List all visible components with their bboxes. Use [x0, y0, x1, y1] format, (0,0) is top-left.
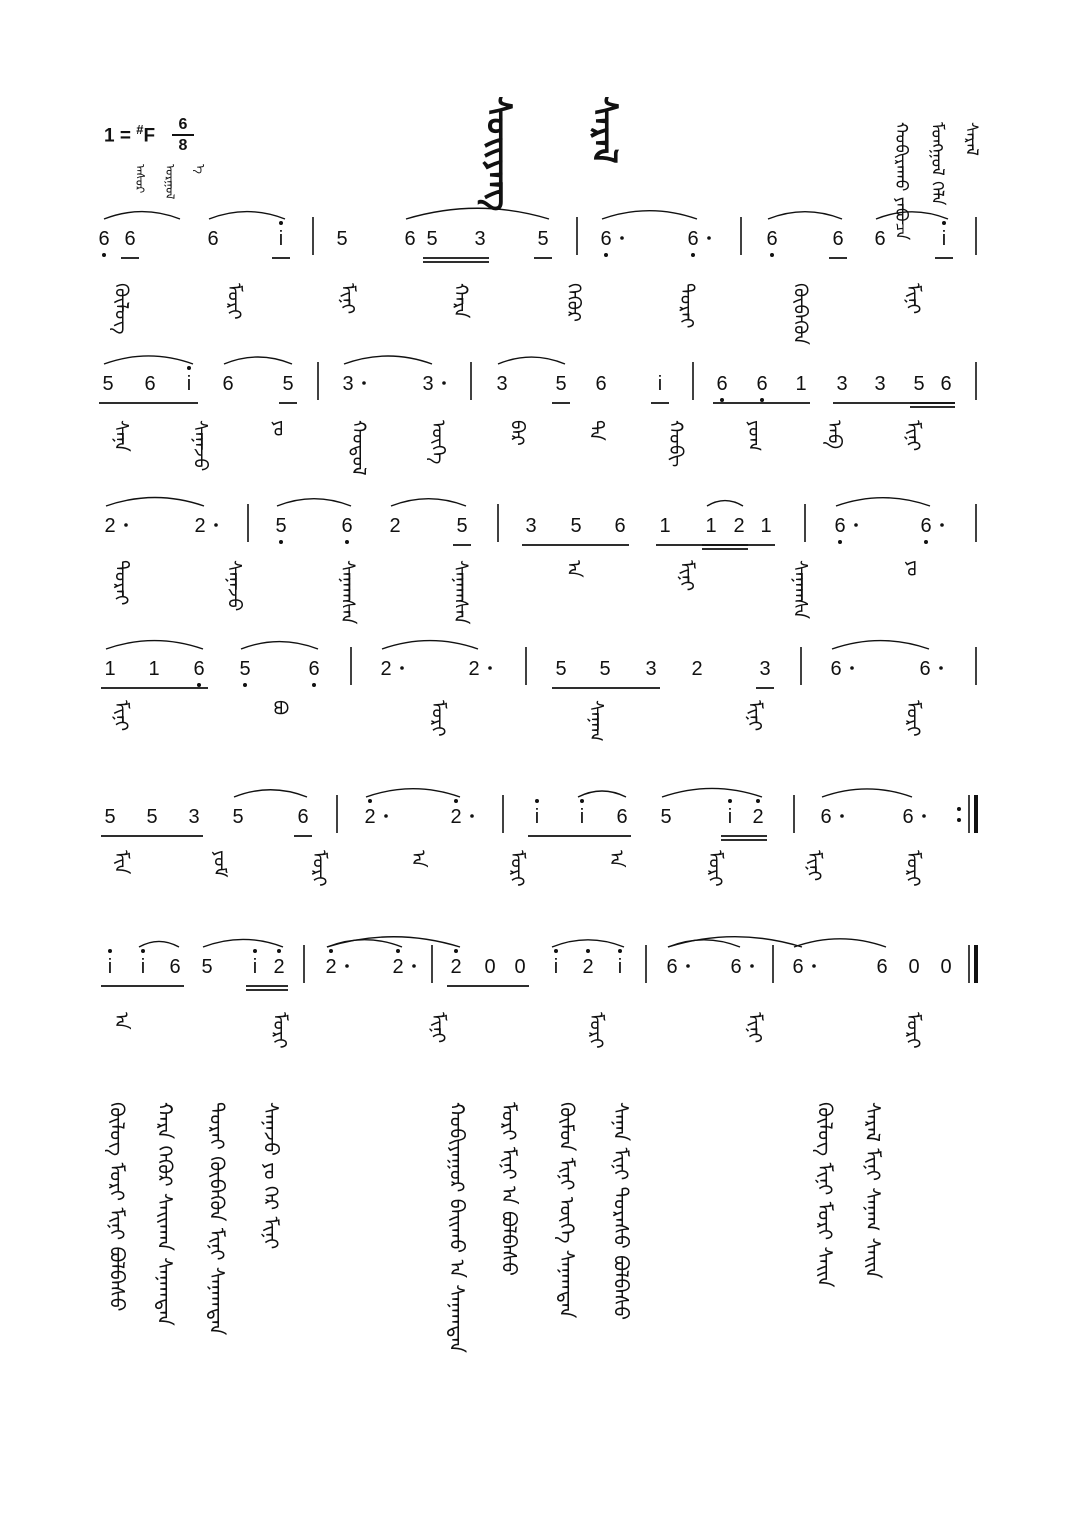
note: 6: [614, 515, 626, 537]
note: 1: [659, 515, 671, 537]
slur: [707, 501, 743, 506]
high-octave-dot: [187, 366, 191, 370]
augmentation-dot: [840, 814, 844, 818]
lyric-word: ᠪᠣ: [268, 700, 291, 716]
augmentation-dot: [412, 964, 416, 968]
note: 3: [525, 515, 537, 537]
verse-line: ᠬᠦᠯᠦᠭ ᠮᠢᠨᠢ ᠮᠣᠷᠢ ᠰᠠᠢᠨ: [813, 1102, 837, 1288]
verse-line: ᠬᠠᠷᠠ ᠬᠡᠭᠦᠷ ᠰᠠᠢᠬᠠᠨ ᠰᠠᠨᠠᠭᠳᠠᠨ: [153, 1102, 177, 1326]
lyric-word: ᠮᠣᠷᠢ: [426, 700, 449, 737]
slur: [578, 791, 626, 797]
note: 6: [876, 956, 888, 978]
augmentation-dot: [922, 814, 926, 818]
lyric-word: ᠰᠠᠨᠠᠭᠰᠠ: [788, 560, 811, 620]
lyric-word: ᠲᠤᠷᠠᠢ: [110, 560, 132, 606]
note: 5: [913, 373, 925, 395]
lyric-word: ᠰᠠᠨᠠᠭᠰᠠᠨ: [336, 560, 359, 625]
high-octave-dot: [253, 949, 257, 953]
note: 3: [496, 373, 508, 395]
note: 5: [599, 658, 611, 680]
note: 6: [341, 515, 353, 537]
note: 0: [514, 956, 526, 978]
augmentation-dot: [442, 381, 446, 385]
slur: [106, 641, 203, 649]
lyric-word: ᠮᠢᠨ: [110, 850, 132, 875]
verse-line: ᠲᠤᠷᠠᠢ ᠬᠦᠪᠡᠭᠦᠨ ᠮᠢᠨᠢ ᠰᠠᠨᠠᠭᠳᠠᠨ: [205, 1102, 229, 1336]
note: 6: [144, 373, 156, 395]
lyric-word: ᠰᠠᠨᠠᠵᠤ: [223, 560, 246, 612]
lyric-word: ᠲᠠ: [585, 420, 608, 441]
high-octave-dot: [586, 949, 590, 953]
lyric-word: ᠮᠢᠨᠢ: [426, 1012, 449, 1044]
note: 2: [389, 515, 401, 537]
note: 6: [98, 228, 110, 250]
note: 6: [920, 515, 932, 537]
note: 3: [188, 806, 200, 828]
augmentation-dot: [850, 666, 854, 670]
note: i: [252, 956, 258, 978]
verse-line: ᠰᠠᠨᠠᠨ ᠮᠢᠨᠢ ᠳᠤᠷᠠᠰᠤ ᠪᠣᠯᠪᠠᠰᠤ: [609, 1102, 633, 1321]
augmentation-dot: [854, 523, 858, 527]
lyric-word: ᠮᠣᠷᠢ: [902, 850, 924, 887]
note: i: [107, 956, 113, 978]
verse-line: ᠰᠠᠨᠠᠵᠤ ᠶᠤ ᠭᠡᠷ ᠮᠢᠨᠢ: [259, 1102, 283, 1250]
slur: [104, 356, 193, 364]
lyric-word: ᠮᠣᠷᠢ: [506, 850, 528, 887]
note: 6: [616, 806, 628, 828]
high-octave-dot: [141, 949, 145, 953]
credit-line: ᠬᠤᠪᠢᠷᠠᠬᠤ ᠶᠠᠪᠤᠴᠠ: [891, 122, 911, 241]
note: 2: [733, 515, 745, 537]
note: 2: [380, 658, 392, 680]
lyric-word: ᠶᠤᠮ: [209, 850, 231, 878]
note: 2: [194, 515, 206, 537]
note: i: [534, 806, 540, 828]
low-octave-dot: [102, 253, 106, 257]
high-octave-dot: [277, 949, 281, 953]
note: 2: [752, 806, 764, 828]
note: 2: [392, 956, 404, 978]
note: 5: [146, 806, 158, 828]
lyric-word: ᠮᠣᠷᠢ: [902, 1012, 924, 1049]
slur: [794, 939, 886, 947]
note: 6: [902, 806, 914, 828]
note: 2: [582, 956, 594, 978]
slur: [822, 789, 912, 797]
verse-line: ᠰᠠᠷᠠᠯ ᠮᠢᠨᠢ ᠰᠠᠨᠠᠭ ᠰᠠᠢᠨ: [861, 1102, 885, 1279]
note: i: [941, 228, 947, 250]
lyric-word: ᠰᠠᠨᠠ: [110, 420, 132, 452]
note: 5: [282, 373, 294, 395]
note: 3: [422, 373, 434, 395]
lyric-word: ᠮᠣᠷᠢ: [268, 1012, 291, 1049]
note: 5: [570, 515, 582, 537]
slur: [139, 941, 179, 947]
note: i: [140, 956, 146, 978]
slur: [498, 357, 565, 364]
note: i: [579, 806, 585, 828]
lyric-word: ᠮᠣᠷᠢ: [704, 850, 726, 887]
note: 5: [555, 658, 567, 680]
high-octave-dot: [580, 799, 584, 803]
lyric-word: ᠰᠠᠨᠠᠭ: [585, 700, 608, 742]
note: 5: [660, 806, 672, 828]
credit-line: ᠮᠣᠩᠭᠤᠯ ᠬᠡᠯᠡ: [927, 122, 947, 206]
augmentation-dot: [124, 523, 128, 527]
lyric-word: ᠠᠪ: [822, 420, 845, 450]
note: 2: [364, 806, 376, 828]
slur: [406, 208, 549, 219]
lyric-word: ᠠ: [110, 1012, 132, 1030]
note: 6: [600, 228, 612, 250]
note: 5: [232, 806, 244, 828]
note: 3: [759, 658, 771, 680]
note: 5: [102, 373, 114, 395]
lyric-word: ᠮᠢᠨᠢ: [803, 850, 825, 882]
verse-line: ᠮᠣᠷᠢ ᠮᠢᠨᠢ ᠠ ᠪᠣᠯᠪᠠᠰᠤ: [497, 1102, 521, 1276]
note: 0: [940, 956, 952, 978]
sharp-sign: #: [136, 122, 144, 137]
note: 5: [239, 658, 251, 680]
repeat-dot: [957, 818, 961, 822]
low-octave-dot: [760, 398, 764, 402]
augmentation-dot: [620, 236, 624, 240]
low-octave-dot: [838, 540, 842, 544]
note: 1: [760, 515, 772, 537]
note: 6: [666, 956, 678, 978]
note: 1: [795, 373, 807, 395]
lyric-word: ᠮᠣᠷᠢ: [902, 700, 924, 737]
slur: [277, 499, 351, 506]
note: 6: [834, 515, 846, 537]
lyric-word: ᠮᠢᠨᠢ: [336, 283, 359, 315]
high-octave-dot: [368, 799, 372, 803]
lyric-word: ᠦᠭᠡ: [426, 420, 449, 465]
augmentation-dot: [214, 523, 218, 527]
slur: [234, 790, 307, 797]
note: 3: [645, 658, 657, 680]
note: 6: [730, 956, 742, 978]
tempo-mark: ᠤᠷᠭᠤᠯ: [163, 164, 177, 200]
note: 6: [297, 806, 309, 828]
note: 1: [148, 658, 160, 680]
low-octave-dot: [924, 540, 928, 544]
note: 6: [874, 228, 886, 250]
high-octave-dot: [454, 799, 458, 803]
note: 0: [484, 956, 496, 978]
slur: [391, 499, 466, 506]
high-octave-dot: [942, 221, 946, 225]
note: 2: [691, 658, 703, 680]
low-octave-dot: [312, 683, 316, 687]
note: 5: [456, 515, 468, 537]
note: i: [278, 228, 284, 250]
lyric-word: ᠮᠢᠨᠢ: [743, 700, 766, 732]
augmentation-dot: [812, 964, 816, 968]
note: 3: [342, 373, 354, 395]
slur: [382, 641, 478, 649]
slur: [327, 937, 460, 947]
note: 3: [474, 228, 486, 250]
augmentation-dot: [470, 814, 474, 818]
note: 2: [450, 956, 462, 978]
lyric-word: ᠮᠢᠨᠢ: [675, 560, 698, 592]
augmentation-dot: [345, 964, 349, 968]
note: 6: [756, 373, 768, 395]
note: 3: [836, 373, 848, 395]
high-octave-dot: [535, 799, 539, 803]
key-note: F: [143, 125, 156, 147]
note: 6: [832, 228, 844, 250]
lyric-word: ᠲᠤᠷᠠᠢ: [675, 283, 698, 329]
song-title-word: ᠰᠠᠷᠠᠯ: [584, 96, 624, 164]
lyric-word: ᠬᠤᠳᠤᠯ: [347, 420, 370, 476]
note: 0: [908, 956, 920, 978]
note: 6: [222, 373, 234, 395]
note: i: [657, 373, 663, 395]
key-prefix: 1 =: [104, 125, 137, 147]
note: 6: [716, 373, 728, 395]
slur: [602, 211, 697, 219]
high-octave-dot: [618, 949, 622, 953]
note: 3: [874, 373, 886, 395]
slur: [224, 357, 292, 364]
high-octave-dot: [728, 799, 732, 803]
note: i: [727, 806, 733, 828]
augmentation-dot: [939, 666, 943, 670]
note: 2: [468, 658, 480, 680]
lyric-word: ᠠ: [605, 850, 627, 868]
slur: [662, 788, 762, 797]
verse-line: ᠬᠣᠪᠢᠶᠠᠭᠤᠷ ᠪᠠᠢᠬᠤ ᠠ ᠰᠠᠨᠠᠭᠳᠠᠨ: [445, 1102, 469, 1353]
lyric-word: ᠬᠦᠪᠡᠭᠦᠨ: [788, 283, 811, 345]
note: 5: [537, 228, 549, 250]
lyric-word: ᠠ: [562, 560, 585, 578]
lyric-word: ᠬᠦᠯᠦᠭ: [110, 283, 132, 335]
low-octave-dot: [691, 253, 695, 257]
high-octave-dot: [554, 949, 558, 953]
slur: [768, 212, 842, 219]
note: 6: [404, 228, 416, 250]
tempo-mark: ᠠᠰᠤᠷ: [133, 164, 147, 194]
slur: [209, 212, 285, 219]
note: 5: [555, 373, 567, 395]
song-title-word: ᠰᠤᠢᠶᠠᠩ: [478, 96, 518, 212]
low-octave-dot: [279, 540, 283, 544]
slur: [344, 356, 432, 364]
note: 6: [940, 373, 952, 395]
augmentation-dot: [707, 236, 711, 240]
slur: [552, 940, 624, 947]
augmentation-dot: [686, 964, 690, 968]
note: 1: [104, 658, 116, 680]
low-octave-dot: [720, 398, 724, 402]
note: 6: [308, 658, 320, 680]
note: 6: [792, 956, 804, 978]
augmentation-dot: [400, 666, 404, 670]
low-octave-dot: [604, 253, 608, 257]
note: 6: [595, 373, 607, 395]
high-octave-dot: [108, 949, 112, 953]
slur: [836, 498, 930, 506]
lyric-word: ᠶᠤ: [268, 420, 291, 437]
note: 2: [450, 806, 462, 828]
note: 2: [325, 956, 337, 978]
low-octave-dot: [345, 540, 349, 544]
note: 5: [336, 228, 348, 250]
note: 6: [820, 806, 832, 828]
lyric-word: ᠬᠡᠭᠦᠷ: [562, 283, 585, 323]
lyric-word: ᠰᠠᠨᠠᠵᠤ: [189, 420, 212, 472]
lyric-word: ᠮᠣᠷᠢ: [308, 850, 330, 887]
repeat-dot: [957, 807, 961, 811]
low-octave-dot: [243, 683, 247, 687]
augmentation-dot: [488, 666, 492, 670]
slur: [832, 641, 929, 649]
augmentation-dot: [362, 381, 366, 385]
lyric-word: ᠮᠢᠨᠢ: [902, 420, 924, 452]
time-numerator: 6: [178, 116, 188, 133]
high-octave-dot: [454, 949, 458, 953]
note: 5: [201, 956, 213, 978]
note: 5: [426, 228, 438, 250]
note: 6: [207, 228, 219, 250]
note: i: [617, 956, 623, 978]
time-denominator: 8: [178, 137, 188, 154]
lyric-word: ᠬᠤᠪᠢ: [664, 420, 687, 468]
note: 1: [705, 515, 717, 537]
note: 6: [830, 658, 842, 680]
note: 6: [124, 228, 136, 250]
high-octave-dot: [756, 799, 760, 803]
slur: [876, 212, 948, 219]
verse-line: ᠬᠦᠮᠦᠨ ᠮᠢᠨᠢ ᠦᠭᠡ ᠰᠠᠨᠠᠭᠳᠠᠨ: [555, 1102, 579, 1319]
augmentation-dot: [940, 523, 944, 527]
augmentation-dot: [750, 964, 754, 968]
lyric-word: ᠮᠢᠨᠢ: [902, 283, 924, 315]
lyric-word: ᠰᠠᠨᠠᠭᠰᠠᠨ: [449, 560, 472, 625]
lyric-word: ᠠ: [407, 850, 429, 868]
low-octave-dot: [197, 683, 201, 687]
slur: [366, 789, 460, 797]
low-octave-dot: [770, 253, 774, 257]
lyric-word: ᠮᠢᠨᠢ: [743, 1012, 766, 1044]
note: 2: [273, 956, 285, 978]
verse-line: ᠬᠦᠯᠦᠭ ᠮᠣᠷᠢ ᠮᠢᠨᠢ ᠪᠣᠯᠪᠠᠰᠤ: [105, 1102, 129, 1312]
slur: [203, 939, 283, 947]
slur: [104, 212, 180, 219]
lyric-word: ᠶᠤᠬ: [743, 420, 766, 452]
credit-line: ᠰᠠᠷᠠᠯ: [961, 122, 981, 156]
note: 6: [766, 228, 778, 250]
note: 6: [169, 956, 181, 978]
high-octave-dot: [279, 221, 283, 225]
note: i: [186, 373, 192, 395]
note: i: [553, 956, 559, 978]
note: 2: [104, 515, 116, 537]
lyric-word: ᠮᠢᠨᠢ: [110, 700, 132, 732]
slur: [241, 642, 318, 649]
note: 5: [275, 515, 287, 537]
high-octave-dot: [329, 949, 333, 953]
lyric-word: ᠮᠣᠷᠢ: [223, 283, 246, 320]
note: 6: [687, 228, 699, 250]
lyric-word: ᠮᠣᠷᠢ: [585, 1012, 608, 1049]
note: 6: [193, 658, 205, 680]
lyric-word: ᠪᠡᠷ: [506, 420, 528, 446]
slur: [106, 498, 204, 507]
lyric-word: ᠶᠤ: [902, 560, 924, 577]
note: 5: [104, 806, 116, 828]
lyric-word: ᠬᠠᠷᠠ: [449, 283, 472, 319]
note: 6: [919, 658, 931, 680]
high-octave-dot: [396, 949, 400, 953]
augmentation-dot: [384, 814, 388, 818]
tempo-mark: ᠡ: [193, 164, 207, 174]
